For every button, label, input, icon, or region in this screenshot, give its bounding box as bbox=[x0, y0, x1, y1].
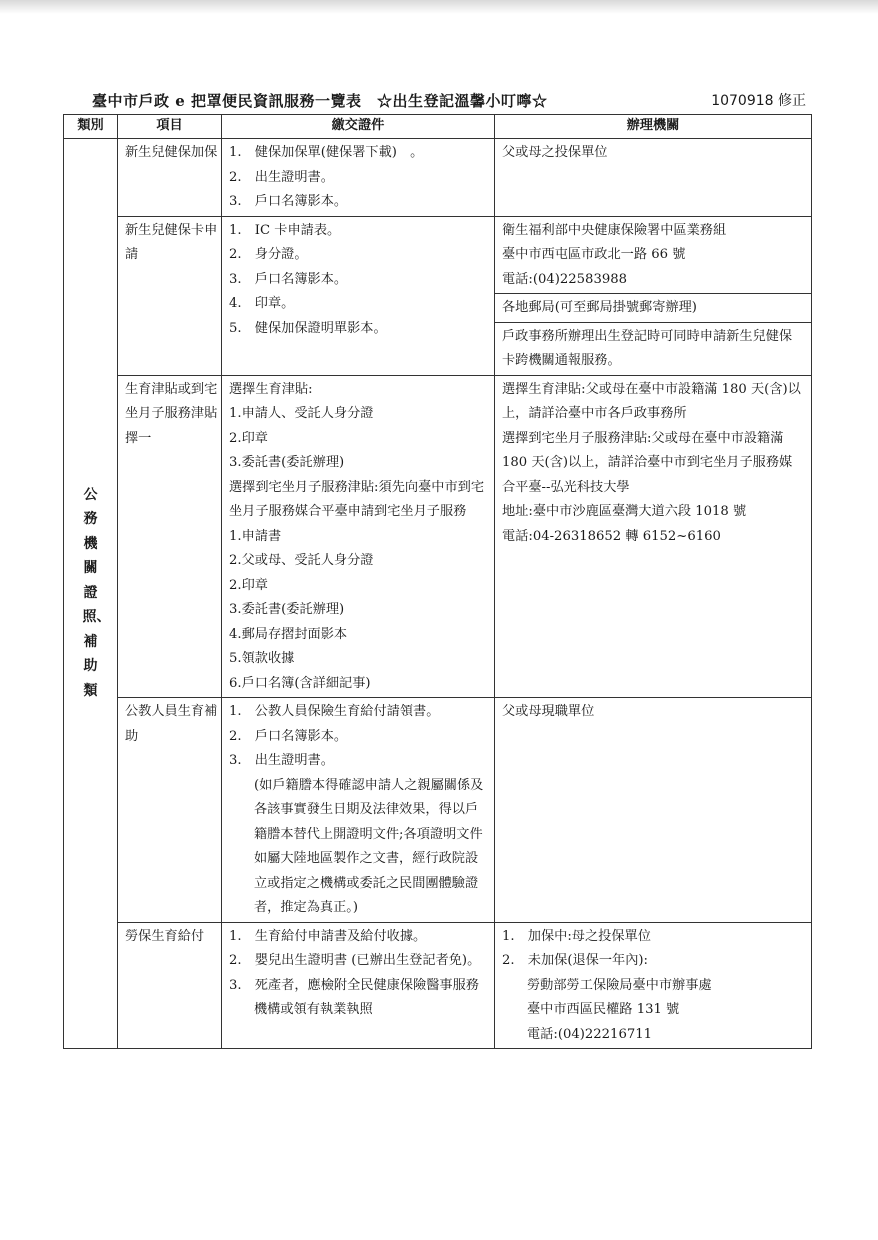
document-item: 3. 死產者，應檢附全民健康保險醫事服務機構或領有執業執照 bbox=[229, 977, 479, 1017]
agency-cell bbox=[495, 698, 812, 923]
document-item: 3.委託書(委託辦理) bbox=[229, 602, 345, 617]
document-item: 2.父或母、受託人身分證 bbox=[229, 553, 374, 568]
table-row bbox=[64, 216, 812, 375]
item-cell: 生育津貼或到宅坐月子服務津貼擇一 bbox=[118, 375, 222, 698]
col-header-category: 類別 bbox=[64, 115, 118, 139]
document-note: (如戶籍謄本得確認申請人之親屬關係及各該事實發生日期及法律效果，得以戶籍謄本替代上開證明文件;各項證明文件如屬大陸地區製作之文書，經行政院設立或指定之機構或委託之民間團體驗證者，推定為真正。) bbox=[254, 777, 484, 915]
agency-address: 地址:臺中市沙鹿區臺灣大道六段 1018 號 bbox=[502, 504, 747, 519]
agency-line: 父或母之投保單位 bbox=[502, 145, 608, 160]
agency-line: 勞動部勞工保險局臺中市辦事處 bbox=[527, 977, 712, 993]
document-title: 臺中市戶政 e 把罩便民資訊服務一覽表 ☆出生登記溫馨小叮嚀☆ bbox=[92, 92, 548, 110]
item-cell: 新生兒健保加保 bbox=[118, 139, 222, 217]
agency-phone: 電話:(04)22216711 bbox=[527, 1026, 653, 1042]
document-item: 2. 嬰兒出生證明書 (已辦出生登記者免)。 bbox=[229, 953, 481, 968]
category-label: 公務機關證照、補助類 bbox=[82, 486, 111, 699]
category-cell bbox=[64, 139, 118, 1049]
document-item: 6.戶口名簿(含詳細記事) bbox=[229, 675, 371, 691]
agency-block bbox=[495, 293, 811, 322]
agency-phone: 電話:(04)22583988 bbox=[502, 271, 628, 287]
document-item: 2.印章 bbox=[229, 577, 268, 593]
table-header-row bbox=[64, 115, 812, 139]
scan-top-edge bbox=[0, 0, 878, 14]
document-item: 1.申請書 bbox=[229, 528, 282, 544]
table-row bbox=[64, 139, 812, 217]
document-item: 1. IC 卡申請表。 bbox=[229, 222, 341, 238]
agency-line: 1. 加保中:母之投保單位 bbox=[502, 928, 651, 944]
document-item: 3.委託書(委託辦理) bbox=[229, 455, 345, 470]
document-item: 選擇到宅坐月子服務津貼:須先向臺中市到宅坐月子服務媒合平臺申請到宅坐月子服務 bbox=[229, 479, 485, 519]
document-item: 5. 健保加保證明單影本。 bbox=[229, 320, 387, 336]
document-item: 4. 印章。 bbox=[229, 296, 295, 311]
document-item: 2. 身分證。 bbox=[229, 247, 308, 262]
documents-cell bbox=[222, 922, 495, 1049]
document-item: 1.申請人、受託人身分證 bbox=[229, 406, 374, 421]
agency-phone: 電話:04-26318652 轉 6152~6160 bbox=[502, 528, 721, 544]
agency-line: 父或母現職單位 bbox=[502, 704, 595, 719]
col-header-agency: 辦理機關 bbox=[495, 115, 812, 139]
agency-line: 2. 未加保(退保一年內): bbox=[502, 953, 649, 968]
document-item: 選擇生育津貼: bbox=[229, 381, 313, 397]
agency-address: 臺中市西屯區市政北一路 66 號 bbox=[502, 247, 686, 262]
agency-line: 各地郵局(可至郵局掛號郵寄辦理) bbox=[502, 300, 697, 315]
document-item: 1. 公教人員保險生育給付請領書。 bbox=[229, 704, 440, 719]
service-table bbox=[63, 114, 812, 1049]
item-cell: 公教人員生育補助 bbox=[118, 698, 222, 923]
document-item: 1. 生育給付申請書及給付收據。 bbox=[229, 928, 427, 944]
document-header bbox=[92, 90, 810, 112]
documents-cell bbox=[222, 698, 495, 923]
item-cell: 新生兒健保卡申請 bbox=[118, 216, 222, 375]
document-item: 3. 出生證明書。 bbox=[229, 753, 334, 768]
document-item: 2.印章 bbox=[229, 430, 268, 446]
document-item: 1. 健保加保單(健保署下載) 。 bbox=[229, 145, 424, 160]
document-item: 2. 出生證明書。 bbox=[229, 169, 334, 185]
agency-line: 衛生福利部中央健康保險署中區業務組 bbox=[502, 222, 727, 238]
documents-cell bbox=[222, 375, 495, 698]
agency-cell bbox=[495, 216, 812, 375]
agency-block bbox=[495, 217, 811, 294]
document-item: 5.領款收據 bbox=[229, 651, 295, 666]
table-row bbox=[64, 375, 812, 698]
agency-cell bbox=[495, 922, 812, 1049]
agency-block bbox=[495, 322, 811, 375]
agency-line: 戶政事務所辦理出生登記時可同時申請新生兒健保卡跨機關通報服務。 bbox=[502, 328, 793, 368]
agency-line: 選擇到宅坐月子服務津貼:父或母在臺中市設籍滿 180 天(含)以上，請詳洽臺中市到宅坐月子服務媒合平臺--弘光科技大學 bbox=[502, 430, 793, 495]
col-header-item: 項目 bbox=[118, 115, 222, 139]
agency-cell bbox=[495, 375, 812, 698]
document-item: 3. 戶口名簿影本。 bbox=[229, 271, 348, 287]
agency-line: 選擇生育津貼:父或母在臺中市設籍滿 180 天(含)以上，請詳洽臺中市各戶政事務所 bbox=[502, 381, 801, 421]
col-header-documents: 繳交證件 bbox=[222, 115, 495, 139]
documents-cell bbox=[222, 139, 495, 217]
document-item: 4.郵局存摺封面影本 bbox=[229, 626, 348, 642]
revision-date: 1070918 修正 bbox=[711, 93, 806, 109]
agency-address: 臺中市西區民權路 131 號 bbox=[527, 1002, 680, 1017]
table-row bbox=[64, 922, 812, 1049]
item-cell: 勞保生育給付 bbox=[118, 922, 222, 1049]
documents-cell bbox=[222, 216, 495, 375]
table-row bbox=[64, 698, 812, 923]
agency-cell bbox=[495, 139, 812, 217]
document-item: 3. 戶口名簿影本。 bbox=[229, 194, 348, 209]
document-item: 2. 戶口名簿影本。 bbox=[229, 728, 348, 744]
